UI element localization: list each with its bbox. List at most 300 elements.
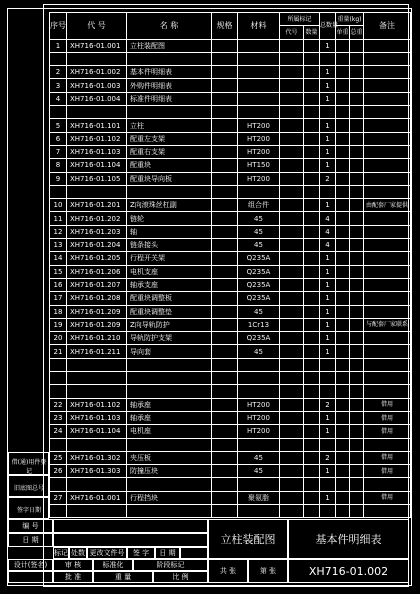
row-qty: 1 <box>320 132 336 145</box>
row-name: 配重块调整垫 <box>127 305 212 318</box>
row-spec <box>212 66 238 79</box>
row-name: 外购件明细表 <box>127 79 212 92</box>
row-qty: 4 <box>320 239 336 252</box>
row-spec <box>212 199 238 212</box>
table-row <box>50 39 411 52</box>
row-code <box>67 358 127 371</box>
side-sign-box <box>8 497 49 519</box>
row-code <box>67 372 127 385</box>
row-total-weight <box>350 239 364 252</box>
row-seq: 5 <box>50 119 67 132</box>
row-unit-weight <box>336 106 350 119</box>
row-qty: 1 <box>320 292 336 305</box>
row-unit-weight <box>336 145 350 158</box>
tb-scale: 比 例 <box>153 571 208 583</box>
row-belong-code <box>280 66 304 79</box>
row-belong-code <box>280 172 304 185</box>
tb-design-label: 编 号 <box>8 519 53 533</box>
row-qty: 4 <box>320 212 336 225</box>
row-belong-qty <box>304 185 320 198</box>
row-spec <box>212 332 238 345</box>
tb-mark: 标记 <box>54 549 68 557</box>
row-belong-qty <box>304 385 320 398</box>
row-belong-qty <box>304 212 320 225</box>
row-belong-code <box>280 411 304 424</box>
row-name <box>127 372 212 385</box>
row-note <box>364 332 411 345</box>
col-code: 代 号 <box>67 13 127 40</box>
row-spec <box>212 145 238 158</box>
row-material: HT200 <box>238 132 280 145</box>
row-unit-weight <box>336 119 350 132</box>
row-name: 行程挡块 <box>127 491 212 504</box>
row-note <box>364 239 411 252</box>
row-material: 45 <box>238 239 280 252</box>
row-note <box>364 66 411 79</box>
tb-sign: 签 字 <box>127 547 155 559</box>
row-seq: 23 <box>50 411 67 424</box>
row-note <box>364 358 411 371</box>
row-belong-code <box>280 252 304 265</box>
row-seq: 25 <box>50 451 67 464</box>
row-unit-weight <box>336 252 350 265</box>
row-material: HT200 <box>238 425 280 438</box>
row-total-weight <box>350 79 364 92</box>
row-total-weight <box>350 132 364 145</box>
table-row <box>50 92 411 105</box>
row-material: HT200 <box>238 411 280 424</box>
bom-table <box>49 12 411 518</box>
row-name <box>127 185 212 198</box>
row-note <box>364 159 411 172</box>
row-unit-weight <box>336 465 350 478</box>
row-spec <box>212 372 238 385</box>
row-belong-code <box>280 225 304 238</box>
row-total-weight <box>350 252 364 265</box>
row-belong-qty <box>304 66 320 79</box>
row-material: 45 <box>238 451 280 464</box>
row-belong-code <box>280 79 304 92</box>
row-name: 轴 <box>127 225 212 238</box>
col-material: 材料 <box>238 13 280 40</box>
row-belong-code <box>280 106 304 119</box>
row-code: XH716-01.101 <box>67 119 127 132</box>
row-total-weight <box>350 305 364 318</box>
row-spec <box>212 278 238 291</box>
row-total-weight <box>350 465 364 478</box>
row-material: Q235A <box>238 252 280 265</box>
row-qty: 1 <box>320 278 336 291</box>
row-belong-code <box>280 504 304 517</box>
row-code: XH716-01.205 <box>67 252 127 265</box>
row-seq <box>50 106 67 119</box>
row-name: 轴承支座 <box>127 278 212 291</box>
row-unit-weight <box>336 332 350 345</box>
doc-title: 基本件明细表 <box>288 519 409 559</box>
row-name: 配重块调整板 <box>127 292 212 305</box>
row-unit-weight <box>336 358 350 371</box>
row-note <box>364 504 411 517</box>
row-name: 轴承座 <box>127 398 212 411</box>
row-qty: 1 <box>320 265 336 278</box>
row-belong-code <box>280 305 304 318</box>
row-unit-weight <box>336 372 350 385</box>
row-qty <box>320 385 336 398</box>
table-row <box>50 358 411 371</box>
table-row <box>50 278 411 291</box>
row-code: XH716-01.303 <box>67 465 127 478</box>
row-spec <box>212 425 238 438</box>
row-material: 组合件 <box>238 199 280 212</box>
row-qty: 4 <box>320 225 336 238</box>
row-code: XH716-01.204 <box>67 239 127 252</box>
row-note: 由配套厂家提供 <box>364 199 411 212</box>
row-total-weight <box>350 212 364 225</box>
tb-standard: 标准化 <box>93 559 133 571</box>
row-material <box>238 438 280 451</box>
row-total-weight <box>350 478 364 491</box>
drawing-title: 立柱装配图 <box>208 519 288 559</box>
row-belong-qty <box>304 372 320 385</box>
table-row <box>50 66 411 79</box>
row-unit-weight <box>336 278 350 291</box>
row-seq: 27 <box>50 491 67 504</box>
table-row <box>50 332 411 345</box>
row-material <box>238 358 280 371</box>
row-qty <box>320 504 336 517</box>
row-seq: 26 <box>50 465 67 478</box>
row-seq <box>50 385 67 398</box>
row-unit-weight <box>336 172 350 185</box>
row-code: XH716-01.105 <box>67 172 127 185</box>
tb-design-value <box>53 519 208 533</box>
row-name: 导向套 <box>127 345 212 358</box>
row-total-weight <box>350 332 364 345</box>
row-belong-code <box>280 145 304 158</box>
row-code: XH716-01.203 <box>67 225 127 238</box>
side-sign-label: 签字日期 <box>16 507 41 514</box>
row-belong-code <box>280 425 304 438</box>
row-seq: 10 <box>50 199 67 212</box>
row-unit-weight <box>336 39 350 52</box>
row-unit-weight <box>336 132 350 145</box>
row-code: XH716-01.202 <box>67 212 127 225</box>
row-belong-qty <box>304 478 320 491</box>
row-unit-weight <box>336 478 350 491</box>
row-code: XH716-01.208 <box>67 292 127 305</box>
row-belong-code <box>280 39 304 52</box>
row-code: XH716-01.207 <box>67 278 127 291</box>
row-seq: 24 <box>50 425 67 438</box>
row-spec <box>212 159 238 172</box>
row-note: 借用 <box>364 425 411 438</box>
row-qty: 1 <box>320 39 336 52</box>
row-spec <box>212 92 238 105</box>
table-row <box>50 225 411 238</box>
row-code: XH716-01.103 <box>67 411 127 424</box>
row-seq: 11 <box>50 212 67 225</box>
row-belong-code <box>280 465 304 478</box>
row-belong-code <box>280 478 304 491</box>
row-name: 配重块 <box>127 159 212 172</box>
row-belong-code <box>280 385 304 398</box>
row-unit-weight <box>336 79 350 92</box>
row-belong-code <box>280 132 304 145</box>
row-seq: 16 <box>50 278 67 291</box>
row-total-weight <box>350 92 364 105</box>
table-row <box>50 438 411 451</box>
row-material: Q235A <box>238 332 280 345</box>
row-belong-qty <box>304 172 320 185</box>
doc-code: XH716-01.002 <box>288 559 409 583</box>
bom-body <box>50 39 411 518</box>
row-qty: 1 <box>320 79 336 92</box>
row-seq: 15 <box>50 265 67 278</box>
row-material <box>238 66 280 79</box>
row-seq: 19 <box>50 318 67 331</box>
row-spec <box>212 252 238 265</box>
row-note <box>364 79 411 92</box>
row-seq <box>50 185 67 198</box>
row-belong-code <box>280 358 304 371</box>
row-name <box>127 504 212 517</box>
row-belong-qty <box>304 145 320 158</box>
row-total-weight <box>350 225 364 238</box>
row-code: XH716-01.302 <box>67 451 127 464</box>
row-material: 1Cr13 <box>238 318 280 331</box>
col-belong: 所属标记 <box>280 13 320 26</box>
row-code: XH716-01.104 <box>67 425 127 438</box>
row-belong-qty <box>304 278 320 291</box>
row-belong-code <box>280 239 304 252</box>
row-note <box>364 225 411 238</box>
row-note: 借用 <box>364 411 411 424</box>
row-code: XH716-01.001 <box>67 39 127 52</box>
table-row <box>50 199 411 212</box>
row-note <box>364 39 411 52</box>
table-row <box>50 465 411 478</box>
row-spec <box>212 465 238 478</box>
row-belong-qty <box>304 199 320 212</box>
row-qty: 1 <box>320 491 336 504</box>
row-spec <box>212 318 238 331</box>
row-spec <box>212 504 238 517</box>
row-note <box>364 145 411 158</box>
row-belong-qty <box>304 411 320 424</box>
row-seq <box>50 504 67 517</box>
row-unit-weight <box>336 225 350 238</box>
row-name: 配重右支架 <box>127 145 212 158</box>
row-total-weight <box>350 278 364 291</box>
row-qty: 1 <box>320 411 336 424</box>
row-total-weight <box>350 145 364 158</box>
row-belong-code <box>280 265 304 278</box>
table-row <box>50 239 411 252</box>
row-belong-qty <box>304 106 320 119</box>
row-unit-weight <box>336 185 350 198</box>
row-belong-code <box>280 185 304 198</box>
col-name: 名 称 <box>127 13 212 40</box>
row-qty: 1 <box>320 305 336 318</box>
row-name: 电机支座 <box>127 265 212 278</box>
row-spec <box>212 292 238 305</box>
row-note <box>364 265 411 278</box>
row-qty <box>320 438 336 451</box>
row-note <box>364 252 411 265</box>
row-spec <box>212 265 238 278</box>
row-code: XH716-01.209 <box>67 318 127 331</box>
row-belong-code <box>280 199 304 212</box>
table-row <box>50 411 411 424</box>
row-belong-qty <box>304 39 320 52</box>
tb-approve: 批 准 <box>53 571 93 583</box>
row-name <box>127 358 212 371</box>
row-total-weight <box>350 438 364 451</box>
row-spec <box>212 451 238 464</box>
row-code: XH716-01.104 <box>67 159 127 172</box>
row-seq: 13 <box>50 239 67 252</box>
row-unit-weight <box>336 159 350 172</box>
row-seq: 1 <box>50 39 67 52</box>
row-belong-qty <box>304 491 320 504</box>
table-row <box>50 212 411 225</box>
row-note: 借用 <box>364 491 411 504</box>
row-qty <box>320 358 336 371</box>
table-row <box>50 491 411 504</box>
table-row <box>50 305 411 318</box>
row-name: 立柱 <box>127 119 212 132</box>
row-spec <box>212 478 238 491</box>
row-seq: 3 <box>50 79 67 92</box>
row-belong-qty <box>304 358 320 371</box>
row-total-weight <box>350 425 364 438</box>
row-seq <box>50 478 67 491</box>
row-material: 45 <box>238 225 280 238</box>
row-name: 配重左支架 <box>127 132 212 145</box>
row-belong-code <box>280 52 304 65</box>
row-note: 借用 <box>364 451 411 464</box>
row-total-weight <box>350 292 364 305</box>
row-seq: 12 <box>50 225 67 238</box>
table-row <box>50 398 411 411</box>
row-unit-weight <box>336 438 350 451</box>
row-name: 标准件明细表 <box>127 92 212 105</box>
row-belong-qty <box>304 345 320 358</box>
row-belong-qty <box>304 438 320 451</box>
row-note: 借用 <box>364 398 411 411</box>
table-row <box>50 345 411 358</box>
row-qty: 1 <box>320 318 336 331</box>
tb-blank-2 <box>8 571 53 583</box>
row-qty: 1 <box>320 252 336 265</box>
row-spec <box>212 385 238 398</box>
row-qty: 1 <box>320 92 336 105</box>
row-total-weight <box>350 318 364 331</box>
row-seq <box>50 52 67 65</box>
col-total-weight: 总重 <box>350 26 364 39</box>
row-material: 45 <box>238 345 280 358</box>
row-belong-code <box>280 345 304 358</box>
row-unit-weight <box>336 292 350 305</box>
row-spec <box>212 411 238 424</box>
row-note <box>364 305 411 318</box>
row-name <box>127 385 212 398</box>
col-belong-code: 代号 <box>280 26 304 39</box>
tb-sheet-no: 第 张 <box>248 559 288 583</box>
row-qty: 1 <box>320 199 336 212</box>
row-belong-qty <box>304 305 320 318</box>
row-belong-qty <box>304 292 320 305</box>
row-total-weight <box>350 385 364 398</box>
row-name: 轴承座 <box>127 411 212 424</box>
row-belong-qty <box>304 132 320 145</box>
row-code: XH716-01.001 <box>67 491 127 504</box>
row-spec <box>212 345 238 358</box>
row-code: XH716-01.209 <box>67 305 127 318</box>
row-unit-weight <box>336 398 350 411</box>
tb-count: 处数 <box>71 549 85 557</box>
row-name: 导轨防护支架 <box>127 332 212 345</box>
col-seq: 序号 <box>50 13 67 40</box>
row-belong-code <box>280 332 304 345</box>
row-belong-code <box>280 318 304 331</box>
row-unit-weight <box>336 66 350 79</box>
side-trace-label: 旧底图总号 <box>13 485 44 492</box>
row-seq: 22 <box>50 398 67 411</box>
row-name: 链条接头 <box>127 239 212 252</box>
row-belong-qty <box>304 504 320 517</box>
row-total-weight <box>350 372 364 385</box>
row-spec <box>212 39 238 52</box>
col-unit-weight: 单重 <box>336 26 350 39</box>
row-code: XH716-01.206 <box>67 265 127 278</box>
row-belong-qty <box>304 465 320 478</box>
row-name: Z向导轨防护 <box>127 318 212 331</box>
header-row-1 <box>50 13 411 26</box>
row-belong-qty <box>304 119 320 132</box>
row-qty <box>320 372 336 385</box>
row-qty: 1 <box>320 119 336 132</box>
row-material <box>238 39 280 52</box>
row-unit-weight <box>336 411 350 424</box>
row-spec <box>212 185 238 198</box>
row-total-weight <box>350 504 364 517</box>
row-spec <box>212 305 238 318</box>
table-row <box>50 132 411 145</box>
row-name <box>127 52 212 65</box>
row-belong-code <box>280 278 304 291</box>
row-name: 夹压板 <box>127 451 212 464</box>
row-total-weight <box>350 119 364 132</box>
row-belong-code <box>280 372 304 385</box>
row-belong-qty <box>304 252 320 265</box>
row-note <box>364 438 411 451</box>
table-row <box>50 172 411 185</box>
row-unit-weight <box>336 318 350 331</box>
row-note <box>364 185 411 198</box>
row-belong-code <box>280 119 304 132</box>
row-belong-code <box>280 292 304 305</box>
row-material: HT150 <box>238 159 280 172</box>
row-qty <box>320 478 336 491</box>
row-unit-weight <box>336 92 350 105</box>
row-code <box>67 185 127 198</box>
row-spec <box>212 79 238 92</box>
table-row <box>50 252 411 265</box>
row-note: 与配套厂家联系 <box>364 318 411 331</box>
row-seq: 20 <box>50 332 67 345</box>
row-total-weight <box>350 345 364 358</box>
